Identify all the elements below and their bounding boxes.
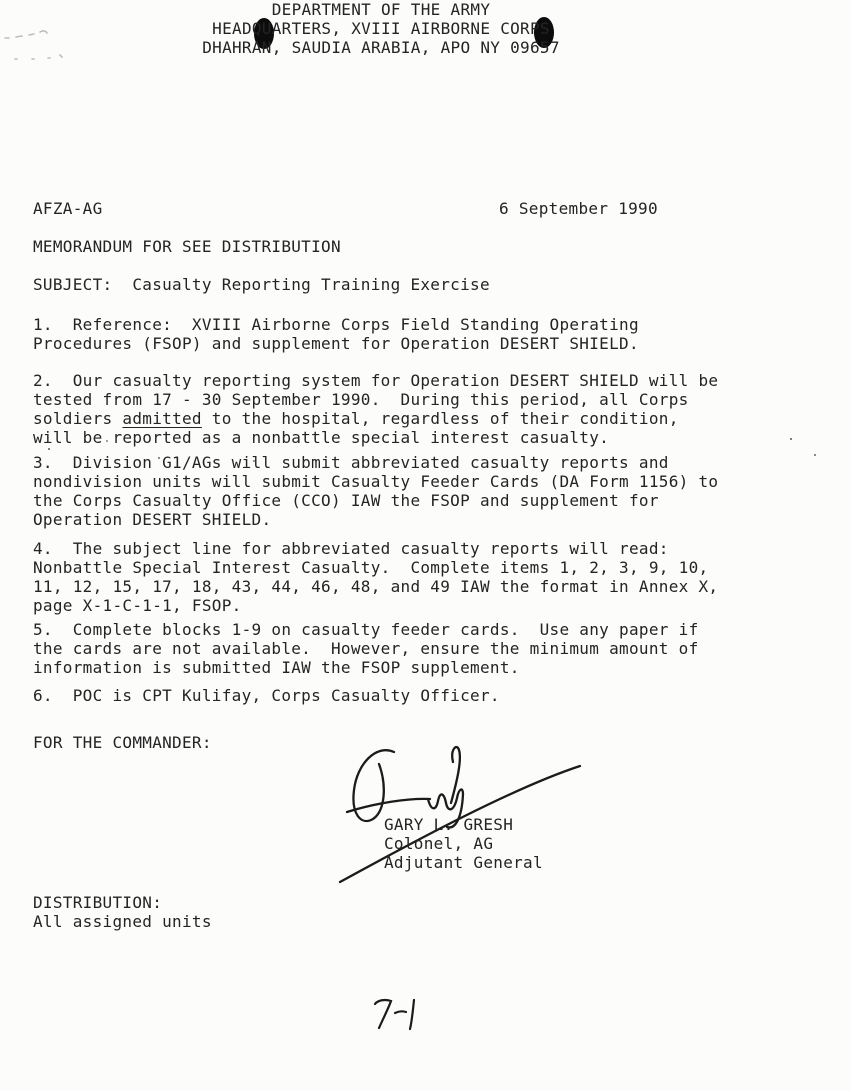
text-line: page X-1-C-1-1, FSOP. xyxy=(33,596,242,615)
text-line: information is submitted IAW the FSOP supplement. xyxy=(33,658,520,677)
paragraph-6 xyxy=(33,686,500,705)
letterhead xyxy=(0,0,762,57)
text-line: 11, 12, 15, 17, 18, 43, 44, 46, 48, and 49 IAW the format in Annex X, xyxy=(33,577,719,596)
distribution-label: DISTRIBUTION: xyxy=(33,893,163,912)
paragraph-4 xyxy=(33,539,718,615)
memo-date: 6 September 1990 xyxy=(499,199,658,218)
paragraph-5 xyxy=(33,620,699,677)
text-line: the cards are not available. However, ensure the minimum amount of xyxy=(33,639,699,658)
paragraph-2 xyxy=(33,371,718,447)
handwritten-page-number xyxy=(265,895,425,1037)
letterhead-line: HEADQUARTERS, XVIII AIRBORNE CORPS xyxy=(212,19,550,38)
text-line: the Corps Casualty Office (CCO) IAW the FSOP and supplement for xyxy=(33,491,659,510)
subject-line: SUBJECT: Casualty Reporting Training Exercise xyxy=(33,275,490,294)
text-line: Nonbattle Special Interest Casualty. Complete items 1, 2, 3, 9, 10, xyxy=(33,558,709,577)
letterhead-line: DEPARTMENT OF THE ARMY xyxy=(271,0,491,19)
closing-line: FOR THE COMMANDER: xyxy=(33,733,212,752)
text-line: nondivision units will submit Casualty Feeder Cards (DA Form 1156) to xyxy=(33,472,719,491)
signature-block xyxy=(384,815,543,872)
text-line: 1. Reference: XVIII Airborne Corps Field Standing Operating xyxy=(33,315,639,334)
underlined-word: admitted xyxy=(122,409,202,428)
text-line: 2. Our casualty reporting system for Operation DESERT SHIELD will be xyxy=(33,371,719,390)
paragraph-3 xyxy=(33,453,718,529)
text-line: 6. POC is CPT Kulifay, Corps Casualty Officer. xyxy=(33,686,500,705)
signer-title: Adjutant General xyxy=(384,853,543,872)
office-symbol: AFZA-AG xyxy=(33,199,103,218)
text-line: 3. Division G1/AGs will submit abbreviated casualty reports and xyxy=(33,453,669,472)
text-line: will be reported as a nonbattle special interest casualty. xyxy=(33,428,610,447)
text-segment: to the hospital, regardless of their condition, xyxy=(201,409,679,428)
distribution-entry: All assigned units xyxy=(33,912,212,931)
signer-rank: Colonel, AG xyxy=(384,834,494,853)
text-line: 5. Complete blocks 1-9 on casualty feeder cards. Use any paper if xyxy=(33,620,699,639)
page-number-text: 7-1 xyxy=(265,895,268,896)
text-segment: soldiers xyxy=(33,409,123,428)
text-line: 4. The subject line for abbreviated casualty reports will read: xyxy=(33,539,669,558)
text-line: tested from 17 - 30 September 1990. During this period, all Corps xyxy=(33,390,689,409)
paragraph-1 xyxy=(33,315,639,353)
text-line: Operation DESERT SHIELD. xyxy=(33,510,272,529)
text-line xyxy=(33,409,718,428)
memorandum-for-line: MEMORANDUM FOR SEE DISTRIBUTION xyxy=(33,237,341,256)
signer-name: GARY L. GRESH xyxy=(384,815,514,834)
scan-speck xyxy=(48,448,50,450)
distribution-block xyxy=(33,893,212,931)
text-line: Procedures (FSOP) and supplement for Operation DESERT SHIELD. xyxy=(33,334,639,353)
letterhead-line: DHAHRAN, SAUDIA ARABIA, APO NY 09657 xyxy=(202,38,560,57)
